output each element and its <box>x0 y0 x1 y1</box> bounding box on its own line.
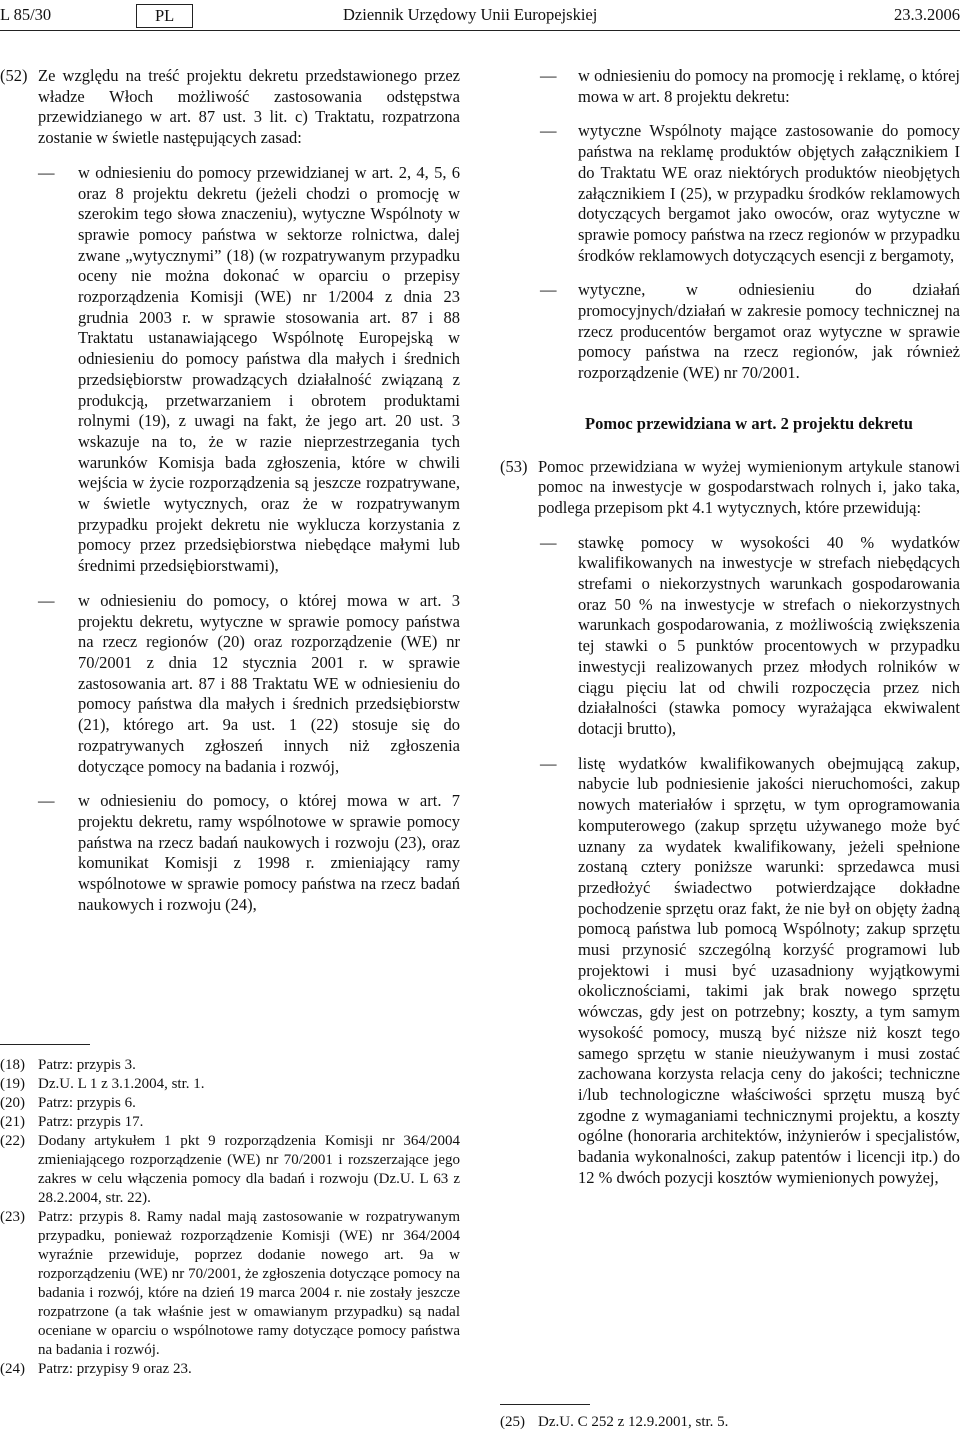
footnote <box>0 1208 460 1360</box>
footnote-number: (24) <box>0 1361 25 1377</box>
dash-bullet: — <box>540 753 557 773</box>
dash-bullet: — <box>38 791 55 811</box>
footnote-text: Dodany artykułem 1 pkt 9 rozporządzenia Komisji nr 364/2004 zmieniającego rozporządzenie (WE) nr 70/2001 i rozszerzające jego zakres w celu włączenia pomocy dla badań i rozwoju (Dz.U. L 63 z 28.2.2004, str. 22). <box>38 1133 460 1206</box>
left-column <box>0 66 460 915</box>
list-item-text: w odniesieniu do pomocy przewidzianej w art. 2, 4, 5, 6 oraz 8 projektu dekretu (jeżeli chodzi o promocję w szerokim tego słowa znaczeniu), wytyczne Wspólnoty w sprawie pomocy państwa w sektorze rolnictwa, dalej zwane „wytycznymi” (18) (w rozpatrywanym przypadku oceny nie można dokonać w oparciu o przepisy rozporządzenia Komisji (WE) nr 1/2004 z dnia 23 grudnia 2003 r. w sprawie stosowania art. 87 i 88 Traktatu ustanawiającego Wspólnotę Europejską w odniesieniu do pomocy państwa dla małych i średnich przedsiębiorstw prowadzących działalność związaną z produkcją, przetwarzaniem i obrotem produktami rolnymi (19), z uwagi na fakt, że jego art. 20 ust. 3 wskazuje na to, że w razie nieprzestrzegania tych warunków Komisja bada zgłoszenia, które w chwili wejścia w życie rozporządzenia są jeszcze rozpatrywane, w świetle wytycznych, oraz że w rozpatrywanym przypadku projekt dekretu nie wyklucza korzystania z pomocy przez przedsiębiorstwa niebędące małymi lub średnimi przedsiębiorstwami), <box>78 162 460 576</box>
footnote-number: (22) <box>0 1133 25 1149</box>
footnote-number: (21) <box>0 1114 25 1130</box>
list-item <box>500 754 960 1189</box>
sub-list-item <box>500 280 960 384</box>
list-item-text: wytyczne Wspólnoty mające zastosowanie do pomocy państwa na reklamę produktów objętych załącznikiem I do Traktatu WE oraz niektórych produktów nieobjętych załącznikiem I (25), w przypadku środków reklamowych dotyczących bergamot jako owoców, oraz wytyczne w sprawie pomocy państwa na rzecz regionów w przypadku środków reklamowych dotyczących esencji z bergamoty, <box>578 121 960 265</box>
footnote-separator <box>0 1044 90 1045</box>
list-item-text: stawkę pomocy w wysokości 40 % wydatków kwalifikowanych na inwestycje w strefach niebędących strefami o niekorzystnych warunkach gospodarowania oraz 50 % na inwestycje w strefach o niekorzystnych warunkach gospodarowania, z możliwością zwiększenia tej stawki o 5 punktów procentowych w przypadku inwestycji realizowanych przez młodych rolników w ciągu pięciu lat od chwili rozpoczęcia przez nich działalności (stawka pomocy wyrażająca ekwiwalent dotacji brutto), <box>578 532 960 738</box>
dash-bullet: — <box>540 66 557 85</box>
right-column <box>500 66 960 1188</box>
page-header <box>0 0 960 31</box>
footnote-text: Patrz: przypis 6. <box>38 1095 136 1111</box>
footnote <box>0 1075 460 1094</box>
footnote-number: (23) <box>0 1209 25 1225</box>
footnote <box>0 1056 460 1075</box>
footnotes-right <box>500 1413 960 1432</box>
dash-bullet: — <box>38 590 55 610</box>
dash-bullet: — <box>540 280 557 300</box>
language-box: PL <box>136 4 193 28</box>
list-item <box>0 791 460 915</box>
list-item-text: w odniesieniu do pomocy, o której mowa w art. 3 projektu dekretu, wytyczne w sprawie pomocy państwa na rzecz regionów (20) oraz rozporządzenie (WE) nr 70/2001 z dnia 12 stycznia 2001 r. w sprawie zastosowania art. 87 i 88 Traktatu WE w odniesieniu do pomocy państwa dla małych i średnich przedsiębiorstw (21), którego art. 9a ust. 1 (22) stosuje się do rozpatrywanych zgłoszeń innych niż zgłoszenia dotyczące pomocy na badania i rozwój, <box>78 590 460 776</box>
footnote <box>0 1360 460 1379</box>
footnote-number: (25) <box>500 1414 525 1430</box>
section-heading: Pomoc przewidziana w art. 2 projektu dekretu <box>585 413 913 433</box>
list-item <box>0 163 460 577</box>
issue-date: 23.3.2006 <box>894 5 960 24</box>
list-item-text: wytyczne, w odniesieniu do działań promocyjnych/działań w zakresie pomocy technicznej na rzecz producentów bergamot oraz wytyczne w sprawie pomocy państwa na rzecz regionów, jak również rozporządzenie (WE) nr 70/2001. <box>578 280 960 383</box>
footnote <box>0 1132 460 1208</box>
paragraph-number: (52) <box>0 66 28 85</box>
dash-bullet: — <box>38 162 55 182</box>
paragraph-53 <box>500 457 960 519</box>
footnotes-left <box>0 1056 460 1379</box>
list-item-text: w odniesieniu do pomocy na promocję i reklamę, o której mowa w art. 8 projektu dekretu: <box>578 66 960 106</box>
list-item <box>0 591 460 777</box>
sub-list-item <box>500 121 960 266</box>
paragraph-number: (53) <box>500 456 528 476</box>
footnote-text: Dz.U. L 1 z 3.1.2004, str. 1. <box>38 1076 205 1092</box>
footnote-text: Patrz: przypis 8. Ramy nadal mają zastosowanie w rozpatrywanym przypadku, ponieważ rozporządzenie Komisji (WE) nr 364/2004 wyraźnie przewiduje, poprzez dodanie nowego art. 9a w rozporządzeniu (WE) nr 70/2001, że zgłoszenia dotyczące pomocy na badania i rozwój, które na dzień 19 marca 2004 r. nie zostały jeszcze rozpatrzone (a tak właśnie jest w omawianym przypadku) są nadal oceniane w oparciu o wspólnotowe ramy dotyczące pomocy państwa na badania i rozwój. <box>38 1209 460 1358</box>
footnote-text: Dz.U. C 252 z 12.9.2001, str. 5. <box>538 1414 729 1430</box>
footnote-number: (20) <box>0 1095 25 1111</box>
journal-title: Dziennik Urzędowy Unii Europejskiej <box>343 5 598 24</box>
list-item-text: listę wydatków kwalifikowanych obejmującą zakup, nabycie lub podniesienie jakości nieruchomości, zakup nowych materiałów i sprzętu, w tym oprogramowania komputerowego (zakup sprzętu używanego może być uznany za wydatek kwalifikowany, jeżeli spełnione zostaną cztery poniższe warunki: sprzedawca musi przedłożyć świadectwo potwierdzające dokładne pochodzenie sprzętu oraz fakt, że nie był on objęty żadną pomocą państwa lub pomocą Wspólnoty; zakup sprzętu musi przynosić szczególną korzyść programowi lub projektowi i musi być uzasadniony wyjątkowymi okolicznościami, takimi jak brak nowego sprzętu wówczas, gdy jest on potrzebny; koszty, a tym samym wysokość pomocy, muszą być niższe niż koszt tego samego sprzętu w stanie nieużywanym i musi zostać zachowana korzysta relacja ceny do jakości; techniczne i/lub technologiczne właściwości sprzętu muszą być zgodne z wymaganiami technicznymi projektu, a koszty ogólne (honoraria architektów, inżynierów i specjalistów, badania wykonalności, zakup patentów i licencji itp.) do 12 % dwóch pozycji kosztów wymienionych powyżej, <box>578 753 960 1187</box>
footnote-text: Patrz: przypisy 9 oraz 23. <box>38 1361 192 1377</box>
footnote-text: Patrz: przypis 3. <box>38 1057 136 1073</box>
footnote <box>0 1094 460 1113</box>
page-number: L 85/30 <box>0 5 52 24</box>
paragraph-text: Ze względu na treść projektu dekretu przedstawionego przez władze Włoch możliwość zastosowania odstępstwa przewidzianego w art. 87 ust. 3 lit. c) Traktatu, rozpatrzona zostanie w świetle następujących zasad: <box>38 66 460 148</box>
list-item <box>500 66 960 107</box>
dash-bullet: — <box>540 532 557 552</box>
paragraph-52 <box>0 66 460 149</box>
list-item <box>500 533 960 740</box>
footnote-text: Patrz: przypis 17. <box>38 1114 144 1130</box>
list-item-text: w odniesieniu do pomocy, o której mowa w art. 7 projektu dekretu, ramy wspólnotowe w sprawie pomocy państwa na rzecz badań naukowych i rozwoju (23), oraz komunikat Komisji z 1998 r. zmieniający ramy wspólnotowe w sprawie pomocy państwa na rzecz badań naukowych i rozwoju (24), <box>78 791 460 914</box>
footnote-number: (19) <box>0 1076 25 1092</box>
footnote <box>500 1413 960 1432</box>
dash-bullet: — <box>540 121 557 141</box>
paragraph-text: Pomoc przewidziana w wyżej wymienionym artykule stanowi pomoc na inwestycje w gospodarstwach rolnych i, jako taka, podlega przepisom pkt 4.1 wytycznych, które przewidują: <box>538 456 960 517</box>
footnote-separator <box>500 1404 590 1405</box>
footnote <box>0 1113 460 1132</box>
footnote-number: (18) <box>0 1057 25 1073</box>
